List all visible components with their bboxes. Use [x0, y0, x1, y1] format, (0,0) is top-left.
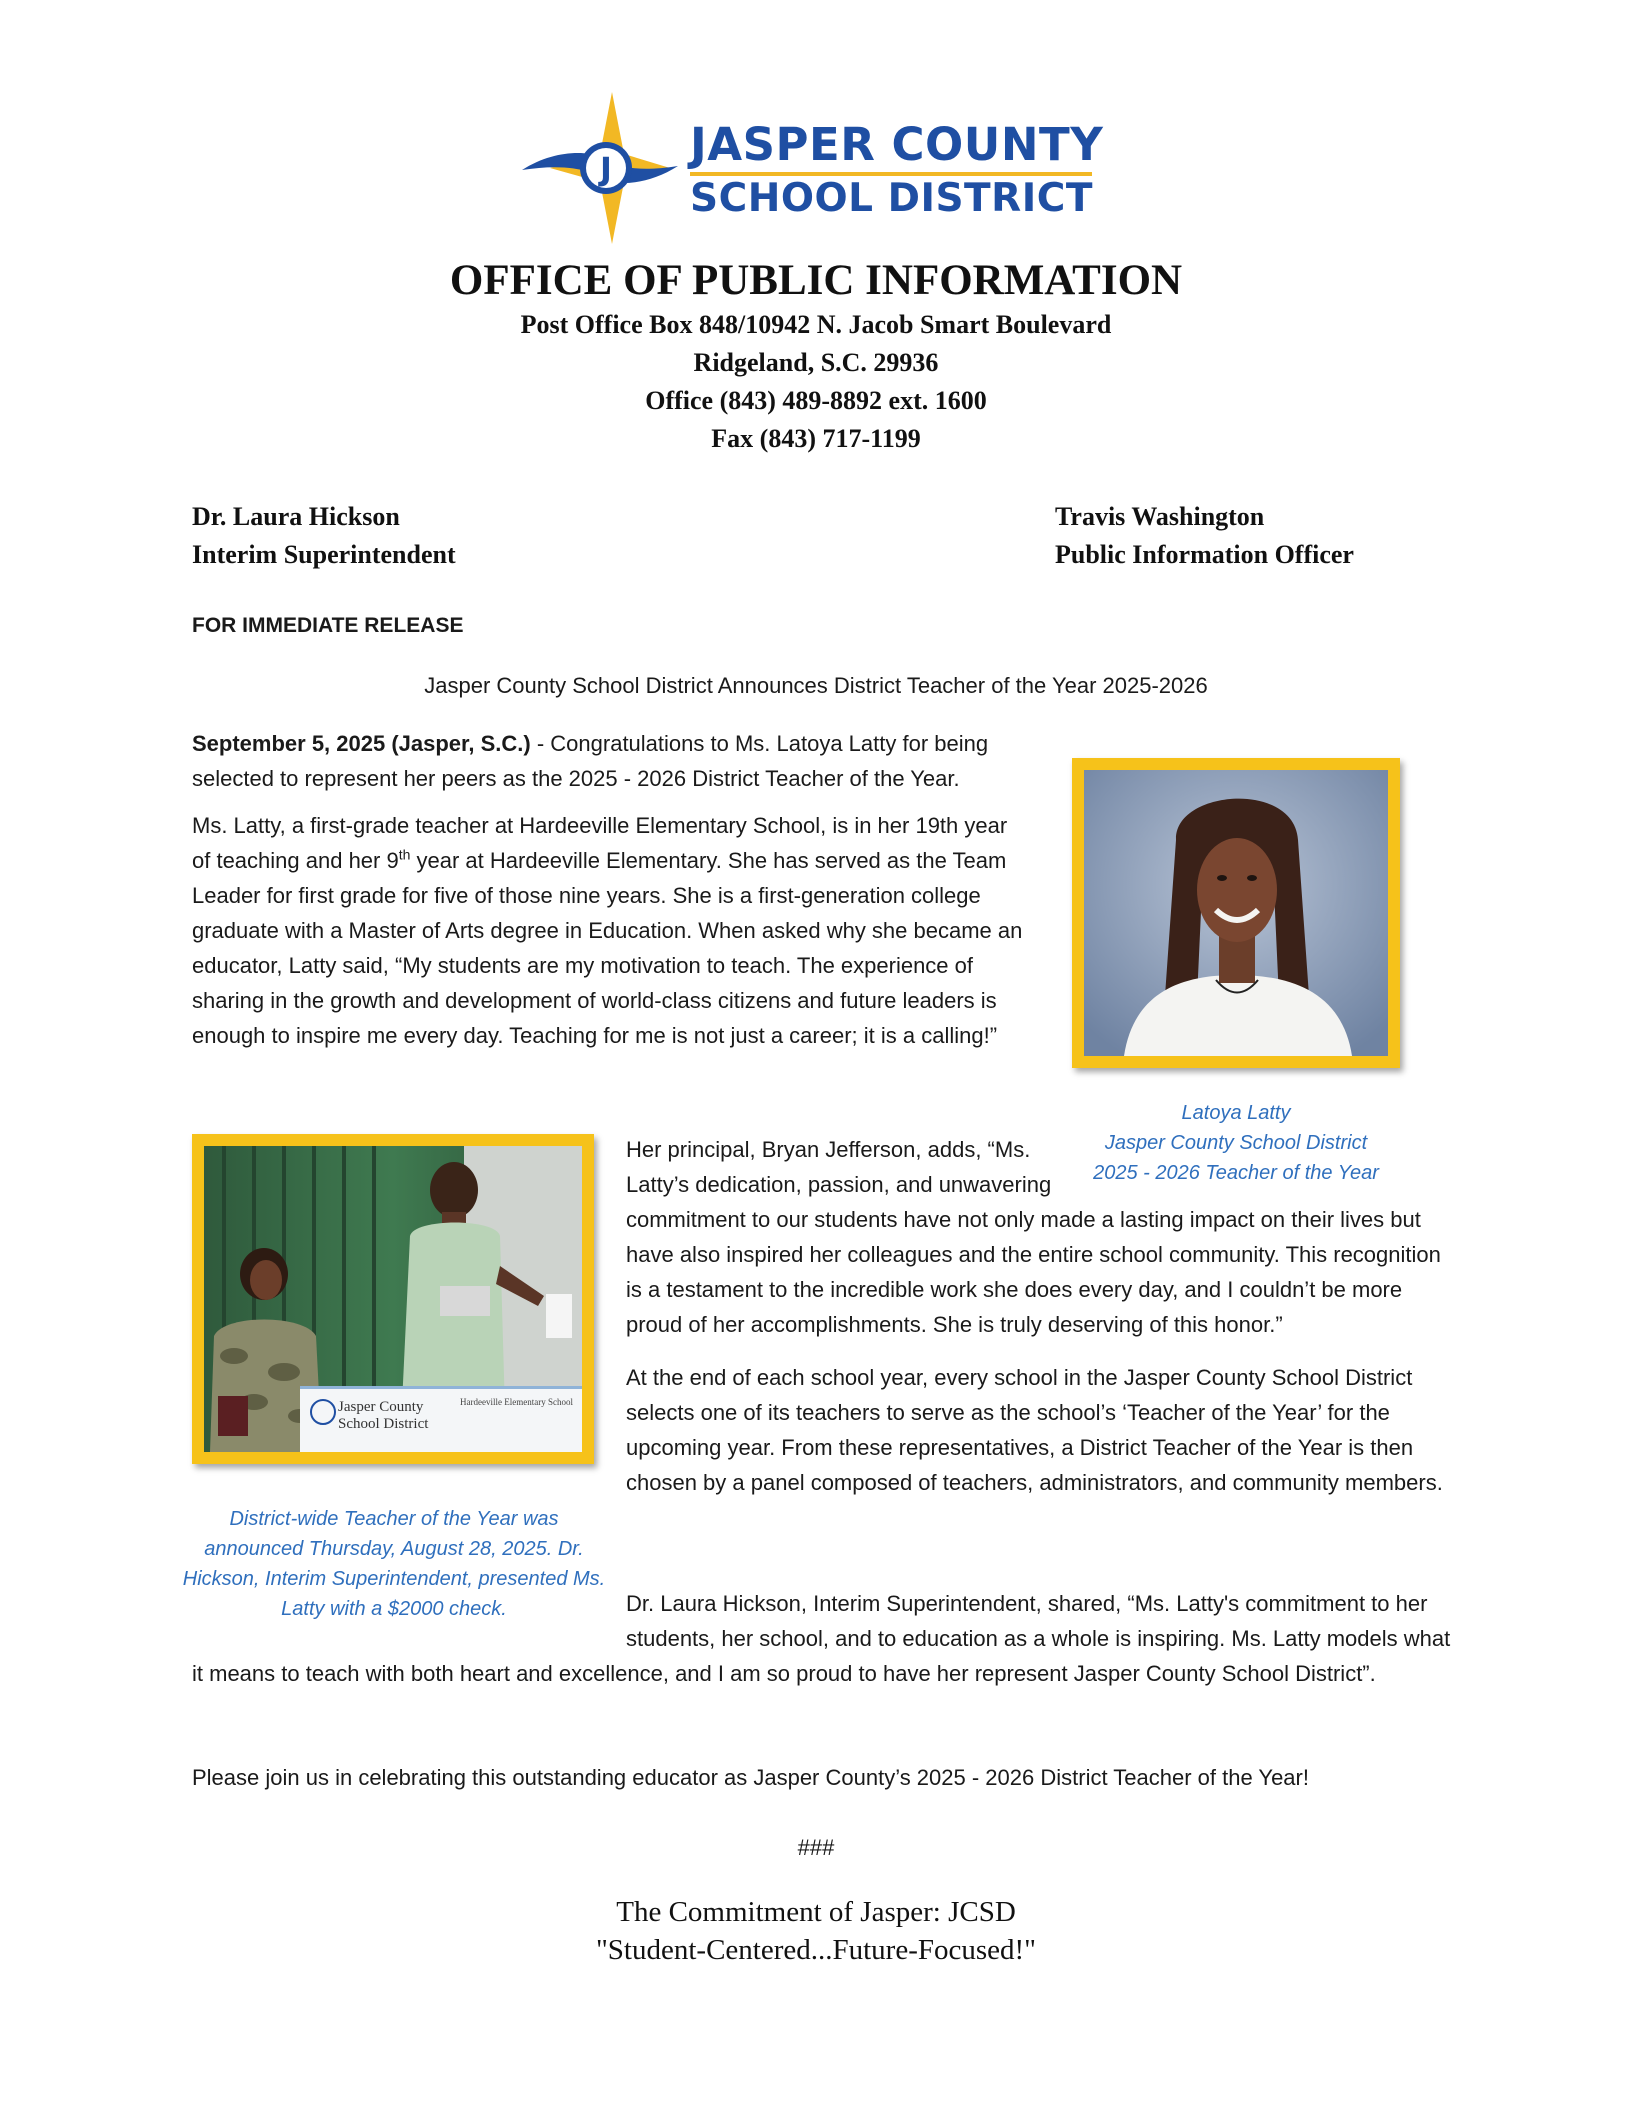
check-logo-icon: [310, 1399, 336, 1425]
pio-name: Travis Washington: [1055, 502, 1265, 531]
paragraph-3-block: [626, 1132, 1446, 1500]
office-phone: Office (843) 489-8892 ext. 1600: [645, 386, 987, 415]
footer-motto: "Student-Centered...Future-Focused!": [595, 1934, 1037, 1966]
superintendent-title: Interim Superintendent: [192, 540, 456, 569]
address-line-2: Ridgeland, S.C. 29936: [693, 348, 939, 377]
paragraph-2-text-b: year at Hardeeville Elementary. She has served as the Team Leader for first grade for five of those nine years. She is a first-generation college graduate with a Master of Arts degree in Education. When asked why she became an educator, Latty said, “My students are my motivation to teach. The experience of sharing in the growth and development of world-class citizens and future leaders is enough to inspire me every day. Teaching for me is not just a career; it is a calling!”: [192, 848, 1023, 1048]
check-school: Hardeeville Elementary School: [460, 1397, 573, 1407]
portrait-caption-district: Jasper County School District: [1104, 1132, 1368, 1154]
paragraph-6: Please join us in celebrating this outstanding educator as Jasper County’s 2025 - 2026 District Teacher of the Year!: [192, 1765, 1309, 1790]
check-district-line2: School District: [338, 1416, 429, 1432]
logo-text-line2: SCHOOL DISTRICT: [690, 176, 1093, 221]
paragraph-3-text: Her principal, Bryan Jefferson, adds, “Ms. Latty’s dedication, passion, and unwavering commitment to our students have not only made a lasting impact on their lives but have also inspired her colleagues and the entire school community. This recognition is a testament to the incredible work she does every day, and I couldn’t be more proud of her accomplishments. She is truly deserving of this honor.”: [626, 1137, 1441, 1337]
check-district-line1: Jasper County: [338, 1399, 424, 1415]
paragraph-1: [192, 726, 1027, 796]
paragraph-5: Dr. Laura Hickson, Interim Superintendent, shared, “Ms. Latty's commitment to her students, her school, and to education as a whole is inspiring. Ms. Latty models what it means to teach with both heart and excellence, and I am so proud to have her represent Jasper County School District”.: [192, 1591, 1451, 1686]
fax-number: Fax (843) 717-1199: [711, 424, 921, 453]
headline: Jasper County School District Announces District Teacher of the Year 2025-2026: [424, 673, 1208, 698]
ordinal-suffix: th: [398, 846, 411, 863]
paragraph-4: At the end of each school year, every school in the Jasper County School District selects one of its teachers to serve as the school’s ‘Teacher of the Year’ for the upcoming year. From these representatives, a District Teacher of the Year is then chosen by a panel composed of teachers, administrators, and community members.: [626, 1365, 1443, 1495]
ceremony-photo: [204, 1146, 582, 1452]
body-top: [192, 726, 1027, 1053]
portrait-photo-frame: [1072, 758, 1400, 1068]
paragraph-5-block: [192, 1586, 1454, 1691]
logo-text-line1: JASPER COUNTY: [690, 118, 1104, 171]
release-label: FOR IMMEDIATE RELEASE: [192, 614, 464, 637]
caption-wrap-spacer: [1096, 1132, 1446, 1202]
end-mark: ###: [797, 1835, 835, 1860]
photo-wrap-spacer: [192, 1586, 626, 1656]
ceremony-photo-frame: [192, 1134, 594, 1464]
superintendent-name: Dr. Laura Hickson: [192, 502, 400, 531]
pio-title: Public Information Officer: [1055, 540, 1354, 569]
check-district: [338, 1399, 428, 1433]
address-line-1: Post Office Box 848/10942 N. Jacob Smart Boulevard: [520, 310, 1112, 339]
ceremony-caption: District-wide Teacher of the Year was announced Thursday, August 28, 2025. Dr. Hickson, Interim Superintendent, presented Ms. Latty with a $2000 check.: [182, 1508, 606, 1620]
paragraph-1-text: - Congratulations to Ms. Latoya Latty for being selected to represent her peers as the 2025 - 2026 District Teacher of the Year.: [192, 731, 989, 791]
dateline: September 5, 2025 (Jasper, S.C.): [192, 731, 531, 756]
portrait-caption-title: 2025 - 2026 Teacher of the Year: [1093, 1162, 1379, 1184]
portrait-caption-name: Latoya Latty: [1181, 1102, 1291, 1124]
portrait-photo: [1084, 770, 1388, 1056]
compass-j-icon: [520, 92, 680, 244]
footer-commitment: The Commitment of Jasper: JCSD: [616, 1896, 1016, 1928]
paragraph-2-text-a: Ms. Latty, a first-grade teacher at Hardeeville Elementary School, is in her 19th year of teaching and her 9: [192, 813, 1008, 873]
check: [300, 1386, 582, 1452]
district-logo: [520, 92, 680, 244]
office-title: OFFICE OF PUBLIC INFORMATION: [449, 257, 1183, 304]
paragraph-2: [192, 808, 1027, 1053]
svg-text:J: J: [600, 150, 612, 188]
